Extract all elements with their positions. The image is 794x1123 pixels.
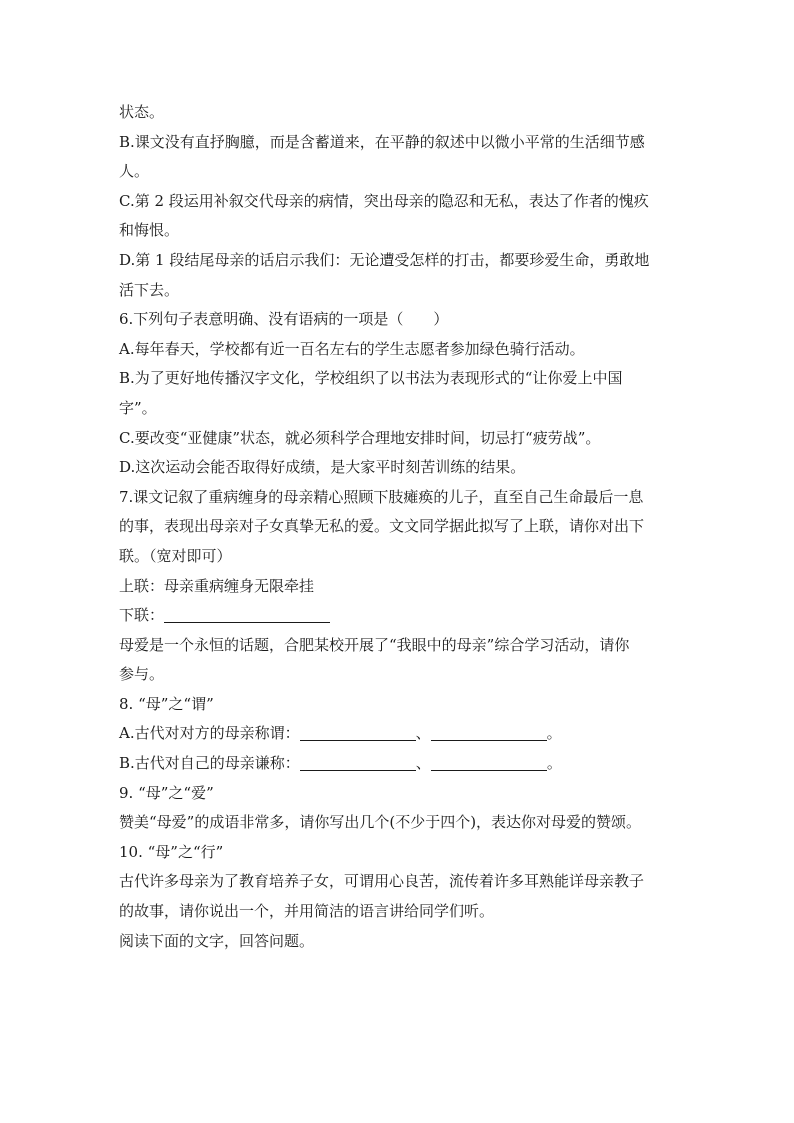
question-6-title: 6.下列句子表意明确、没有语病的一项是（ ） bbox=[119, 310, 449, 329]
q8-a-separator: 、 bbox=[415, 724, 431, 743]
q8-b-end: 。 bbox=[546, 754, 562, 773]
question-10-title: 10. “母”之“行” bbox=[119, 842, 224, 861]
question-8-title: 8. “母”之“谓” bbox=[119, 694, 214, 713]
lower-couplet-label: 下联： bbox=[119, 606, 165, 625]
lower-couplet-blank[interactable] bbox=[164, 605, 330, 623]
q6-option-d: D.这次运动会能否取得好成绩，是大家平时刻苦训练的结果。 bbox=[119, 458, 526, 477]
q8-b-label: B.古代对自己的母亲谦称： bbox=[119, 754, 300, 773]
option-b-line-1: B.课文没有直抒胸臆，而是含蓄道来，在平静的叙述中以微小平常的生活细节感 bbox=[119, 132, 645, 151]
document-page bbox=[119, 98, 679, 956]
question-9-text: 赞美“母爱”的成语非常多，请你写出几个(不少于四个)，表达你对母爱的赞颂。 bbox=[119, 813, 642, 832]
option-c-line-1: C.第 2 段运用补叙交代母亲的病情，突出母亲的隐忍和无私，表达了作者的愧疚 bbox=[119, 191, 649, 210]
q8-b-blank-2[interactable] bbox=[431, 753, 547, 771]
reading-instruction: 阅读下面的文字，回答问题。 bbox=[119, 931, 315, 950]
option-d-line-2: 活下去。 bbox=[119, 280, 180, 299]
q6-option-b-line-1: B.为了更好地传播汉字文化，学校组织了以书法为表现形式的“让你爱上中国 bbox=[119, 369, 623, 388]
q8-a-label: A.古代对对方的母亲称谓： bbox=[119, 724, 300, 743]
q8-b-blank-1[interactable] bbox=[300, 753, 416, 771]
q8-b-separator: 、 bbox=[415, 754, 431, 773]
q6-option-c: C.要改变“亚健康”状态，就必须科学合理地安排时间，切忌打“疲劳战”。 bbox=[119, 428, 601, 447]
lower-couplet-row bbox=[119, 601, 679, 631]
question-9-title: 9. “母”之“爱” bbox=[119, 783, 214, 802]
option-d-line-1: D.第 1 段结尾母亲的话启示我们：无论遭受怎样的打击，都要珍爱生命，勇敢地 bbox=[119, 250, 650, 269]
text-line: 状态。 bbox=[119, 103, 165, 121]
q8-row-b bbox=[119, 749, 679, 779]
activity-intro-line-2: 参与。 bbox=[119, 665, 165, 684]
question-7-line-1: 7.课文记叙了重病缠身的母亲精心照顾下肢瘫痪的儿子，直至自己生命最后一息 bbox=[119, 487, 644, 506]
q6-option-b-line-2: 字”。 bbox=[119, 398, 157, 417]
question-10-line-2: 的故事，请你说出一个，并用简洁的语言讲给同学们听。 bbox=[119, 902, 495, 921]
option-c-line-2: 和悔恨。 bbox=[119, 221, 180, 240]
option-b-line-2: 人。 bbox=[119, 162, 150, 181]
question-7-line-3: 联。（宽对即可） bbox=[119, 546, 232, 565]
upper-couplet: 上联：母亲重病缠身无限牵挂 bbox=[119, 576, 315, 595]
q8-a-blank-2[interactable] bbox=[431, 723, 547, 741]
q8-row-a bbox=[119, 719, 679, 749]
q6-option-a: A.每年春天，学校都有近一百名左右的学生志愿者参加绿色骑行活动。 bbox=[119, 339, 585, 358]
q8-a-blank-1[interactable] bbox=[300, 723, 416, 741]
activity-intro-line-1: 母爱是一个永恒的话题，合肥某校开展了“我眼中的母亲”综合学习活动，请你 bbox=[119, 635, 630, 654]
question-7-line-2: 的事，表现出母亲对子女真挚无私的爱。文文同学据此拟写了上联，请你对出下 bbox=[119, 517, 645, 536]
question-10-line-1: 古代许多母亲为了教育培养子女，可谓用心良苦，流传着许多耳熟能详母亲教子 bbox=[119, 872, 645, 891]
q8-a-end: 。 bbox=[546, 724, 562, 743]
